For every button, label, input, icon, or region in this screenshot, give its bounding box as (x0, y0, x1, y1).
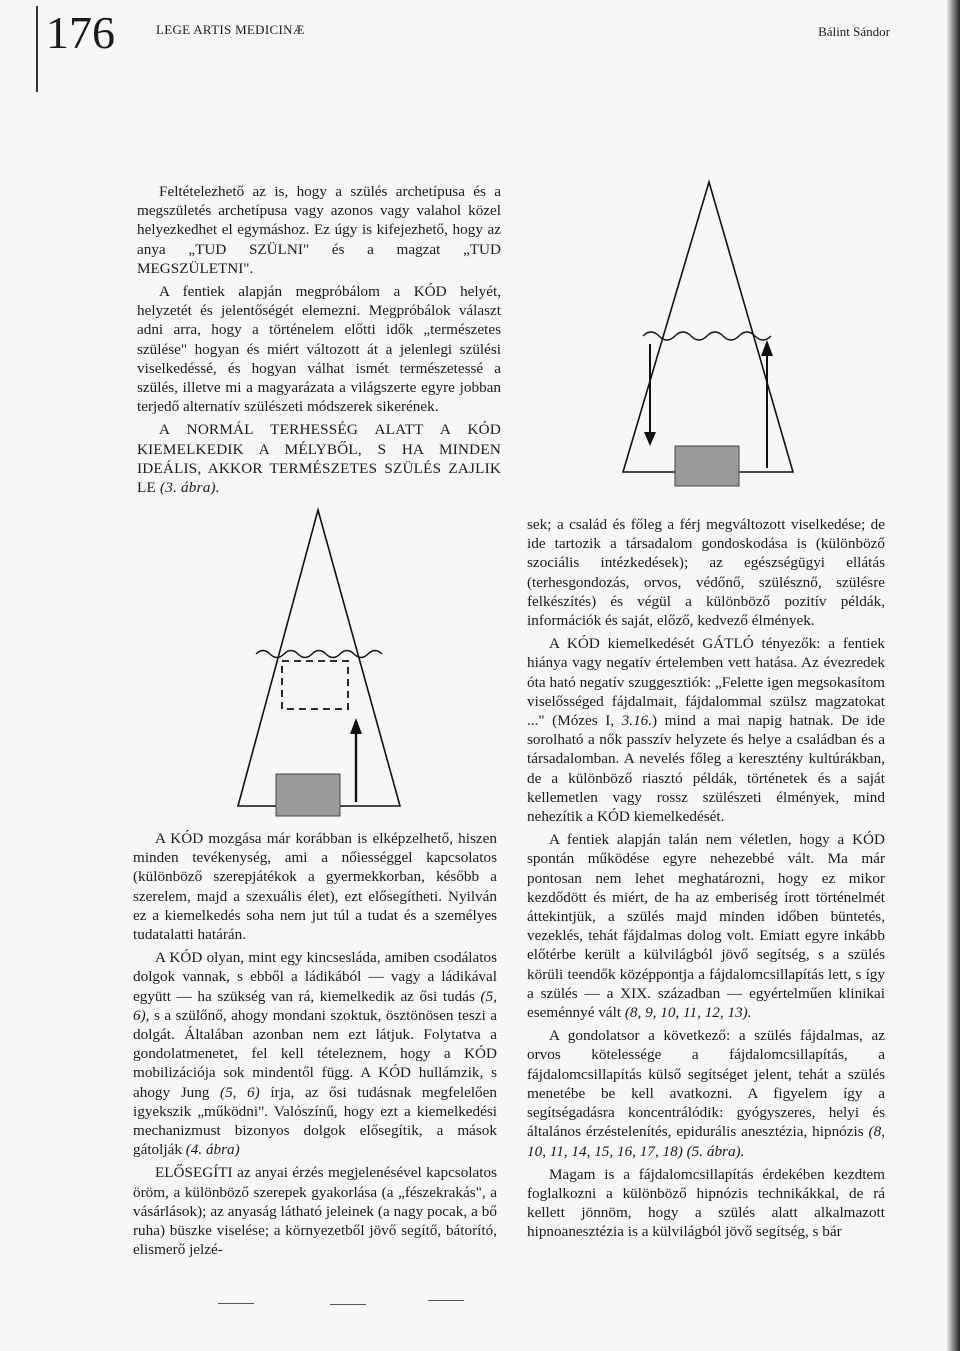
citation: (8, 9, 10, 11, 12, 13). (624, 1004, 752, 1022)
paragraph (527, 830, 885, 1022)
paragraph-caps (137, 420, 501, 497)
cone-triangle (238, 510, 400, 806)
column-bottom-left (133, 829, 497, 1263)
paragraph (527, 1026, 885, 1160)
wave-line (643, 332, 771, 340)
figure-3-diagram (615, 178, 805, 500)
page-number: 176 (46, 7, 115, 58)
paragraph: A fentiek alapján megpróbálom a KÓD helyét, helyzetét és jelentőségét elemezni. Megpróbálok választ adni arra, hogy a történelem előtti idők „természetes szülése" hogyan és miért változott át a jelenlegi szülési viselkedéssé, és hogyan válhat ismét természetessé a szülés, illetve mi a magyarázata a világszerte egyre jobban terjedő alternatív szülészeti módszerek sikerének. (137, 283, 501, 416)
paragraph: sek; a család és főleg a férj megváltozott viselkedése; de ide tartozik a társadalom gondoskodása is (különböző szociális intézkedések); az egészségügyi ellátás (terhesgondozás, orvos, védőnő, szülésznő, szülésre felkészítés) és végül a különböző pozitív példák, információk és saját, előző, kedvező élmények. (527, 516, 885, 630)
figure-ref: (3. ábra). (159, 479, 220, 497)
paragraph: Feltételezhető az is, hogy a szülés archetípusa és a megszületés archetípusa vagy azonos vagy valahol közel helyezkedhet el egymáshoz. Ez úgy is kifejezhető, hogy az anya „TUD SZÜLNI" és a magzat „TUD MEGSZÜLETNI". (137, 183, 501, 277)
citation: (8, 10, 11, 14, 15, 16, 17, 18) (5. ábra). (527, 1123, 885, 1160)
journal-title: LEGE ARTIS MEDICINÆ (156, 22, 305, 37)
figure-4-diagram (232, 506, 408, 826)
text-run: , s a szülőnő, ahogy mondani szoktuk, ösztönösen teszi a dolgát. Általában azonban nem ezt látjuk. Folytatva a gondolatmenetet, fel kell tételeznem, hogy a KÓD mobilizációja sok mindentől függ. A KÓD hullámzik, s ahogy Jung (133, 1006, 497, 1101)
up-arrow-head (350, 718, 362, 734)
text-run: írja, az ősi tudásnak megfelelően igyekszik „működni". Valószínű, hogy ezt a kiemelkedési mechanizmust bizonyos dolgok elősegítik, a mások gátolják (133, 1083, 497, 1159)
paragraph: A KÓD mozgása már korábban is elképzelhető, hiszen minden tevékenység, ami a nőiességgel kapcsolatos (különböző szerepjátékok a gyermekkorban, később a szerelem, majd a szexuális élet), ezt elősegítheti. Nyilván ez a kiemelkedés soha nem jut túl a tudat és a személyes tudatalatti határán. (133, 830, 497, 944)
up-arrow-head (761, 340, 773, 356)
paragraph: Magam is a fájdalomcsillapítás érdekében kezdtem foglalkozni a különböző hipnózis technikákkal, de rá kellett jönnöm, hogy a szülés alatt alkalmazott hipnoanesztézia is a külvilágból jövő segítség, s bár (527, 1165, 885, 1241)
text-run: A gondolatsor a következő: a szülés fájdalmas, az orvos kötelessége a fájdalomcsillapítás, a fájdalomcsillapítás külső segítséget jelent, tehát a szülés menetébe be kell avatkozni. A figyelem így a segítségadásra koncentrálódik: gyógyszeres, helyi és általános érzéstelenítés, epidurális anesztézia, hipnózis (527, 1027, 885, 1141)
code-box (276, 774, 340, 816)
citation: (5, 6) (133, 987, 497, 1024)
code-box (675, 446, 739, 486)
scan-artifact (330, 1304, 366, 1305)
text-run: A KÓD olyan, mint egy kincsesláda, amiben csodálatos dolgok vannak, s ebből a ládikából — vagy a ládikával együtt — ha szükség van rá, kiemelkedik az ősi tudás (133, 949, 497, 1005)
page-rule (36, 6, 38, 92)
caps-text: A NORMÁL TERHESSÉG ALATT A KÓD KIEMELKEDIK A MÉLYBŐL, S HA MINDEN IDEÁLIS, AKKOR TERMÉSZETES SZÜLÉS ZAJLIK LE (137, 421, 501, 497)
wave-line (256, 651, 382, 658)
paragraph (133, 948, 497, 1159)
citation: 3.16. (621, 712, 653, 730)
text-run: ) mind a mai napig hatnak. De ide sorolható a nők passzív helyzete és helye a családban és a társadalomban. A nevelés főleg a keresztény kultúrákban, de a különböző riasztó példák, történetek és a saját kellemetlen vagy rossz szülészeti élmények, mind nehezítik a KÓD kiemelkedését. (527, 712, 886, 826)
column-top-left (137, 182, 501, 501)
scan-artifact (428, 1300, 464, 1301)
author-name: Bálint Sándor (818, 24, 890, 39)
down-arrow-head (644, 432, 656, 446)
citation: (5, 6) (220, 1083, 260, 1101)
paragraph: ELŐSEGÍTI az anyai érzés megjelenésével kapcsolatos öröm, a különböző szerepek gyakorlása (a „fészekrakás", a vásárlások); az anyaság látható jeleinek (a nagy pocak, a bő ruha) büszke viselése; a környezetből jövő segítő, bátorító, elismerő jelzé- (133, 1164, 497, 1259)
scan-edge-shadow (946, 0, 960, 1351)
column-right (527, 515, 885, 1246)
figure-ref: (4. ábra) (185, 1141, 240, 1159)
paragraph (527, 634, 885, 826)
dashed-box (282, 661, 348, 709)
scan-artifact (218, 1303, 254, 1304)
text-run: A KÓD kiemelkedését GÁTLÓ tényezők: a fentiek hiánya vagy negatív értelemben vett hatása. Az évezredek óta ható negatív szuggesztiók: „Felette igen megsokasítom viselősséged fájdalmait, fájdalommal szülsz magzatokat ..." (Mózes I, (527, 635, 885, 730)
text-run: A fentiek alapján talán nem véletlen, hogy a KÓD spontán működése egyre nehezebbé vált. Ma már pontosan nem lehet meghatározni, hogy ez mikor kezdődött és miért, de ha az emberiség írott történelmét áttekintjük, a szülés majd minden időben büntetés, vezeklés, tehát fájdalmas dolog volt. Emiatt egyre inkább előtérbe került a külvilágból jövő segítség, s a szülés körüli teendők középpontja a fájdalomcsillapítás lett, s így a szülés — a XIX. században — egyértelműen klinikai eseménnyé vált (527, 831, 885, 1022)
